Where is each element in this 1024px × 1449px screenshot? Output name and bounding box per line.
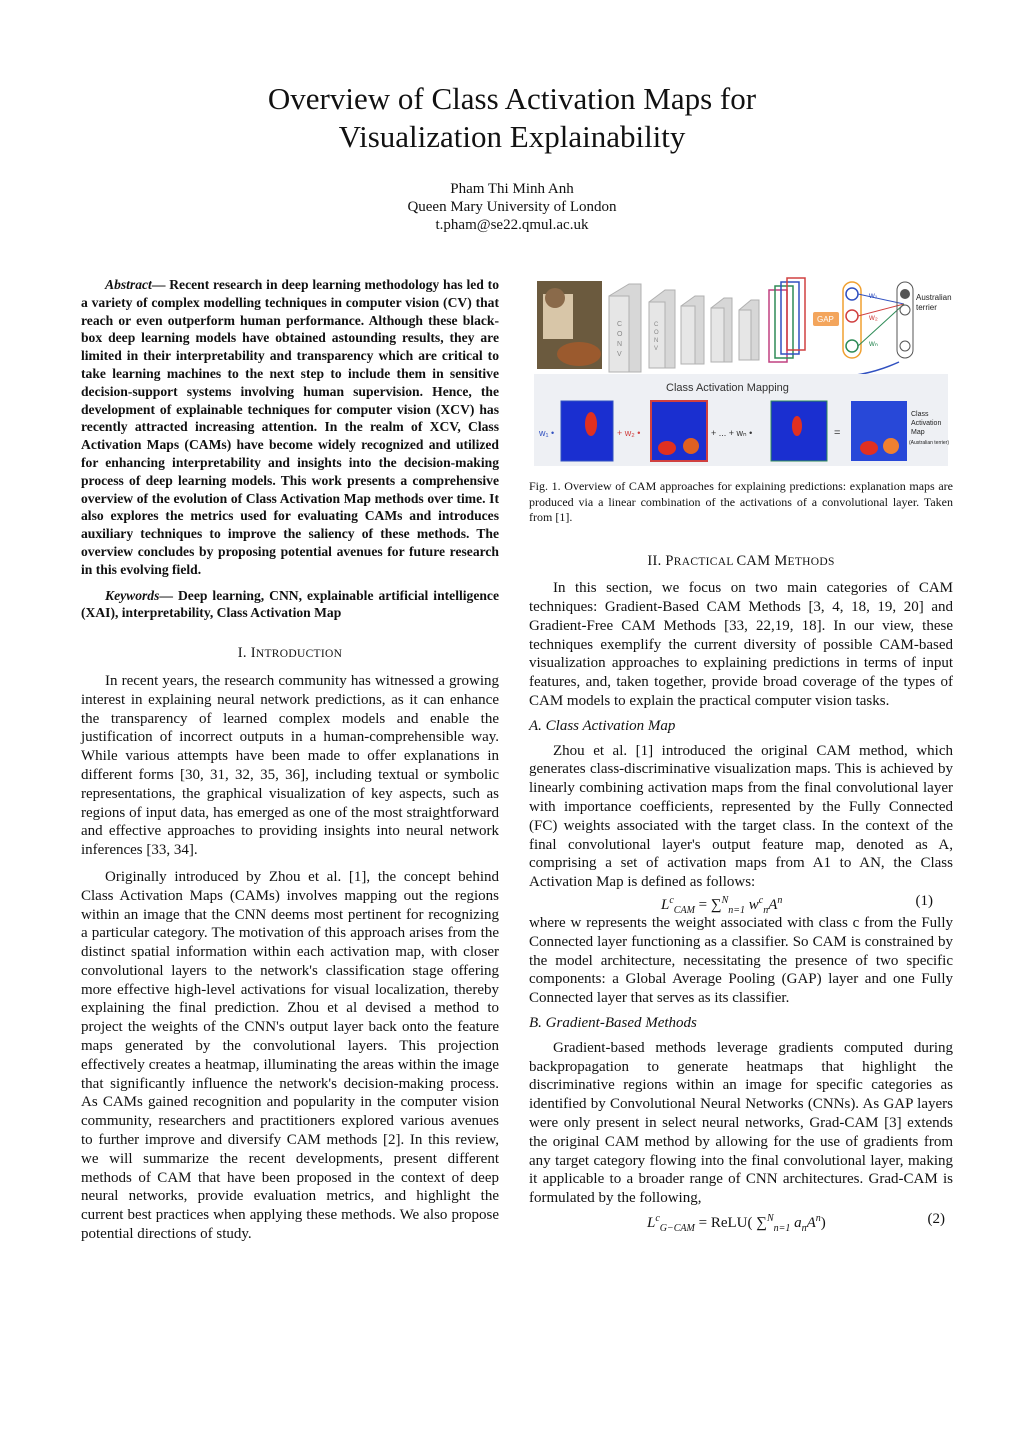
cam-label-2: Activation <box>911 420 942 427</box>
figure-1 <box>529 276 953 471</box>
equals-sign: = <box>834 427 841 439</box>
section-heading-introduction: I. INTRODUCTION <box>237 645 343 662</box>
conv-layers <box>609 284 759 372</box>
cam-banner: Class Activation Mapping <box>666 382 789 394</box>
keywords-label: Keywords <box>105 587 160 603</box>
svg-text:C: C <box>617 321 623 328</box>
keywords <box>81 587 499 623</box>
cam-output <box>851 401 907 461</box>
svg-text:N: N <box>654 338 659 344</box>
svg-text:O: O <box>617 331 623 338</box>
left-column <box>81 276 499 1244</box>
author-affiliation: Queen Mary University of London <box>407 199 617 215</box>
right-column <box>529 276 953 1232</box>
cam-paragraph-2: where w represents the weight associated with class c from the Fully Connected layer functioning as a classifier. So CAM is constrained by the model architecture, necessitating the presence of two specific components: a Global Average Pooling (GAP) layer and one Fully Connected layer that serves as its classifier. <box>529 915 953 1007</box>
svg-text:N: N <box>617 341 623 348</box>
title-line-1: Overview of Class Activation Maps for <box>267 81 757 116</box>
cam-paragraph-1: Zhou et al. [1] introduced the original CAM method, which generates class-discriminative visualization maps. This is achieved by linearly combining activation maps from the final convolutional layer with importance coefficients, represented by the Fully Connected (FC) weights associated with the target class. In the context of the final convolutional layer's output feature map, denoted as A, comprising a set of activation maps from A1 to AN, the Class Activation Map is defined as follows: <box>529 742 953 891</box>
svg-text:w₁: w₁ <box>869 291 878 300</box>
feature-maps <box>769 278 805 362</box>
figure-caption: Fig. 1. Overview of CAM approaches for explaining predictions: explanation maps are produced via a linear combination of the activations of a convolutional layer. Taken from [1]. <box>529 479 953 524</box>
cam-label-3: Map <box>911 429 925 436</box>
equation-1: $L^c_{CAM} = \sum^N_{n=1}$ $w^c_nA^n$ (1) <box>661 893 933 917</box>
output-label-2: terrier <box>916 303 937 312</box>
svg-text:wₙ: wₙ <box>869 339 878 348</box>
paper-title <box>0 80 1024 156</box>
svg-text:w₂: w₂ <box>869 313 878 322</box>
subsection-heading-cam: A. Class Activation Map <box>529 717 676 734</box>
neuron-n <box>846 340 858 352</box>
gap-label: GAP <box>817 315 834 324</box>
abstract <box>81 276 499 579</box>
svg-text:+ w₂ •: + w₂ • <box>617 428 641 438</box>
neuron-1 <box>846 288 858 300</box>
svg-text:O: O <box>654 330 659 336</box>
cam-label-4: (Australian terrier) <box>909 440 950 446</box>
output-label-1: Australian <box>916 293 952 302</box>
subsection-heading-gradient: B. Gradient-Based Methods <box>529 1015 697 1032</box>
section-heading-practical-cam: II. PRACTICAL CAM METHODS <box>647 552 835 569</box>
title-line-2: Visualization Explainability <box>338 119 686 154</box>
cam-diagram <box>529 276 953 471</box>
abstract-text: — Recent research in deep learning methodology has led to a variety of complex modelling techniques in computer vision (CV) that reach or even outperform human performance. Although these black-box deep learning models have obtained astounding results, they are limited in their interpretability and transparency which are critical to take learning machines to the next step to include them in sensitive decision-support systems involving human supervision. Hence, the development of explainable techniques for computer vision (XCV) has recently attracted increasing attention. In the realm of XCV, Class Activation Maps (CAMs) have become widely recognized and utilized for enhancing interpretability and insights into the decision-making process of deep learning models. This work presents a comprehensive overview of the evolution of Class Activation Map methods over time. It also explores the metrics used for evaluating CAMs and introduces auxiliary techniques to improve the saliency of these methods. The overview concludes by proposing potential avenues for future research in this evolving field. <box>81 277 499 577</box>
heatmap-2 <box>651 401 707 461</box>
intro-paragraph-2: Originally introduced by Zhou et al. [1], the concept behind Class Activation Maps (CAMs) involves mapping out the regions within an image that the CNN deems most pertinent for recognizing a particular category. The motivation of this approach arises from the distinct spatial information within each activation map, with closer convolutional layers to the network's classification stage offering more effective high-level activations for visual localization, thereby explaining the final prediction. Zhou et al devised a method to project the weights of the CNN's output layer back onto the feature maps generated by the convolutional layers. This projection effectively creates a heatmap, illuminating the areas within the image that significantly influence the network's decision-making process. As CAMs gained recognition and popularity in the computer vision community, researchers and practitioners explored various avenues to further improve and diversify CAM methods [2]. In this review, we will summarize the recent developments, present different methods of CAM that have been proposed in the context of deep neural networks, provide evaluation metrics, and highlight the current best practices when applying these methods. We also propose potential directions of study. <box>81 868 499 1243</box>
author-block <box>0 180 1024 234</box>
keywords-text: — Deep learning, CNN, explainable artificial intelligence (XAI), interpretability, Class Activation Map <box>81 587 499 621</box>
intro-paragraph-1: In recent years, the research community has witnessed a growing interest in explaining neural network predictions, as it can enhance the transparency of learned complex models and enable the justification of incorrect outputs in a human-comprehensible way. While various attempts have been made to offer explanations in different forms [30, 31, 32, 35, 36], including textual or symbolic representations, the graphical visualization of key aspects, such as regions of input data, has emerged as one of the most straightforward and effective approaches to providing insights into neural network inferences [33, 34]. <box>81 672 499 859</box>
author-name: Pham Thi Minh Anh <box>450 181 574 197</box>
cam-label-1: Class <box>911 411 929 418</box>
methods-paragraph-1: In this section, we focus on two main categories of CAM techniques: Gradient-Based CAM Methods [3, 4, 18, 19, 20] and Gradient-Free CAM Methods [33, 22,19, 18]. In our view, these techniques exemplify the current diversity of possible CAM-based visualization approaches to explaining predictions in terms of input features, and, taken together, provide broad coverage of the types of CAM models to explain the practical computer vision tasks. <box>529 580 953 710</box>
gradient-paragraph-1: Gradient-based methods leverage gradients computed during backpropagation to generate heatmaps that highlight the discriminative regions within an image for specific categories as identified by Convolutional Neural Networks (CNNs). As GAP layers were only present in select neural networks, Grad-CAM [3] extends the original CAM method by allowing for the use of gradients from any target category flowing into the final convolutional layer, making it applicable to a broader range of CNN architectures. Grad-CAM is formulated by the following, <box>529 1039 953 1207</box>
svg-text:V: V <box>654 346 659 352</box>
author-email: t.pham@se22.qmul.ac.uk <box>435 217 589 233</box>
svg-text:+ ... + wₙ •: + ... + wₙ • <box>711 428 753 438</box>
svg-text:V: V <box>617 351 622 358</box>
abstract-label: Abstract <box>105 277 152 292</box>
svg-text:C: C <box>654 322 659 328</box>
svg-text:w₁ •: w₁ • <box>539 428 555 438</box>
neuron-2 <box>846 310 858 322</box>
equation-2: $L^c_{G-CAM}$ = ReLU( ∑$^N_{n=1}$ $a_nA^n$) (2) <box>647 1211 945 1234</box>
